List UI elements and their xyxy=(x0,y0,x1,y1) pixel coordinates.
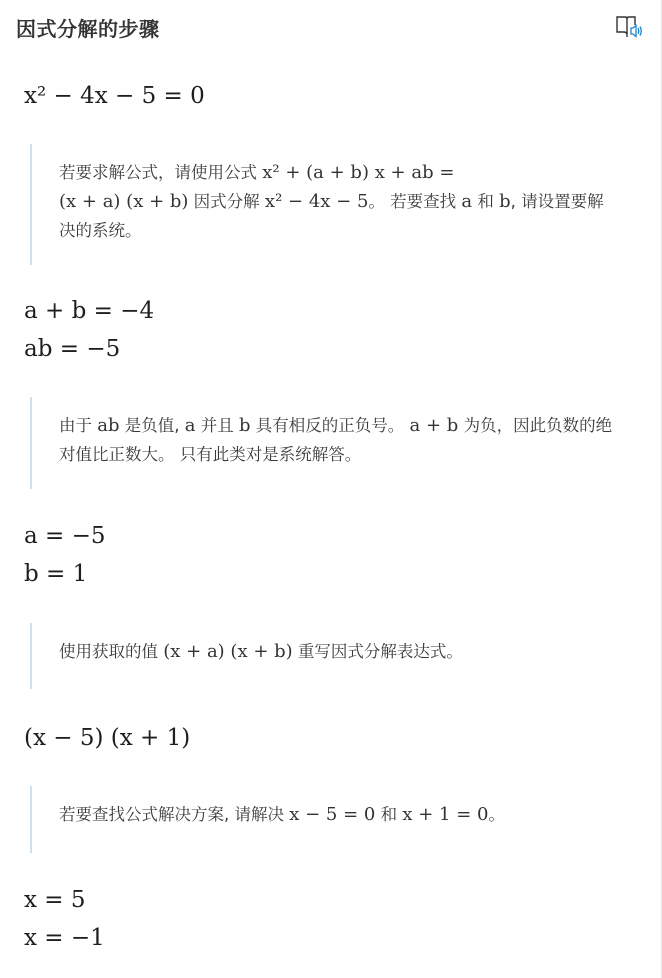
equation-final-solutions xyxy=(24,881,105,957)
note-math: ab xyxy=(97,415,120,436)
note-math: b xyxy=(499,191,511,212)
note-math: x − 5 = 0 xyxy=(289,804,376,825)
note-text: 若要查找公式解决方案, 请解决 xyxy=(59,805,284,824)
equation-line: a + b = −4 xyxy=(24,298,155,324)
note-math: a + b xyxy=(409,415,459,436)
explanation-note-4 xyxy=(30,786,620,853)
note-math: a xyxy=(184,415,196,436)
note-text: 使用获取的值 xyxy=(59,642,158,661)
equation-text: (x − 5) (x + 1) xyxy=(24,725,191,751)
note-text: 若要求解公式，请使用公式 xyxy=(59,163,257,182)
note-math: (x + a) (x + b) xyxy=(163,641,293,662)
note-text: 因式分解 xyxy=(193,192,260,211)
note-math: a xyxy=(461,191,473,212)
equation-text: x² − 4x − 5 = 0 xyxy=(24,83,205,109)
equation-line: x = 5 xyxy=(24,887,86,913)
note-text: 由于 xyxy=(59,416,92,435)
equation-solution-pair xyxy=(24,517,106,593)
note-text: 具有相反的正负号。 xyxy=(255,416,405,435)
equation-line: a = −5 xyxy=(24,523,106,549)
note-math: (x + a) (x + b) xyxy=(59,191,189,212)
equation-line: x = −1 xyxy=(24,925,105,951)
explanation-note-3 xyxy=(30,623,620,689)
note-text: 是负值, xyxy=(124,416,180,435)
note-text: 。 若要查找 xyxy=(368,192,457,211)
equation-line: b = 1 xyxy=(24,561,88,587)
note-math: x² − 4x − 5 xyxy=(264,191,369,212)
note-math: x² + (a + b) x + ab = xyxy=(262,162,455,183)
header xyxy=(16,14,643,44)
note-text: 和 xyxy=(380,805,398,824)
note-text: 重写因式分解表达式。 xyxy=(297,642,463,661)
note-text: 为负，因此负数的绝对值比正数大。 只有此类对是系统解答。 xyxy=(59,416,613,464)
note-text: 和 xyxy=(477,192,494,211)
immersive-reader-button[interactable] xyxy=(615,14,643,40)
explanation-note-1 xyxy=(30,144,620,265)
note-math: x + 1 = 0 xyxy=(402,804,489,825)
equation-original xyxy=(24,77,205,115)
explanation-note-2 xyxy=(30,397,620,489)
page-title: 因式分解的步骤 xyxy=(16,17,160,41)
equation-factored xyxy=(24,719,190,757)
note-math: b xyxy=(239,415,251,436)
note-text: 。 xyxy=(488,805,505,824)
equation-system xyxy=(24,292,154,368)
note-text: 并且 xyxy=(200,416,234,435)
equation-line: ab = −5 xyxy=(24,336,121,362)
immersive-reader-icon xyxy=(615,14,643,40)
note-text: , 请设置要解决的系统。 xyxy=(59,192,604,240)
